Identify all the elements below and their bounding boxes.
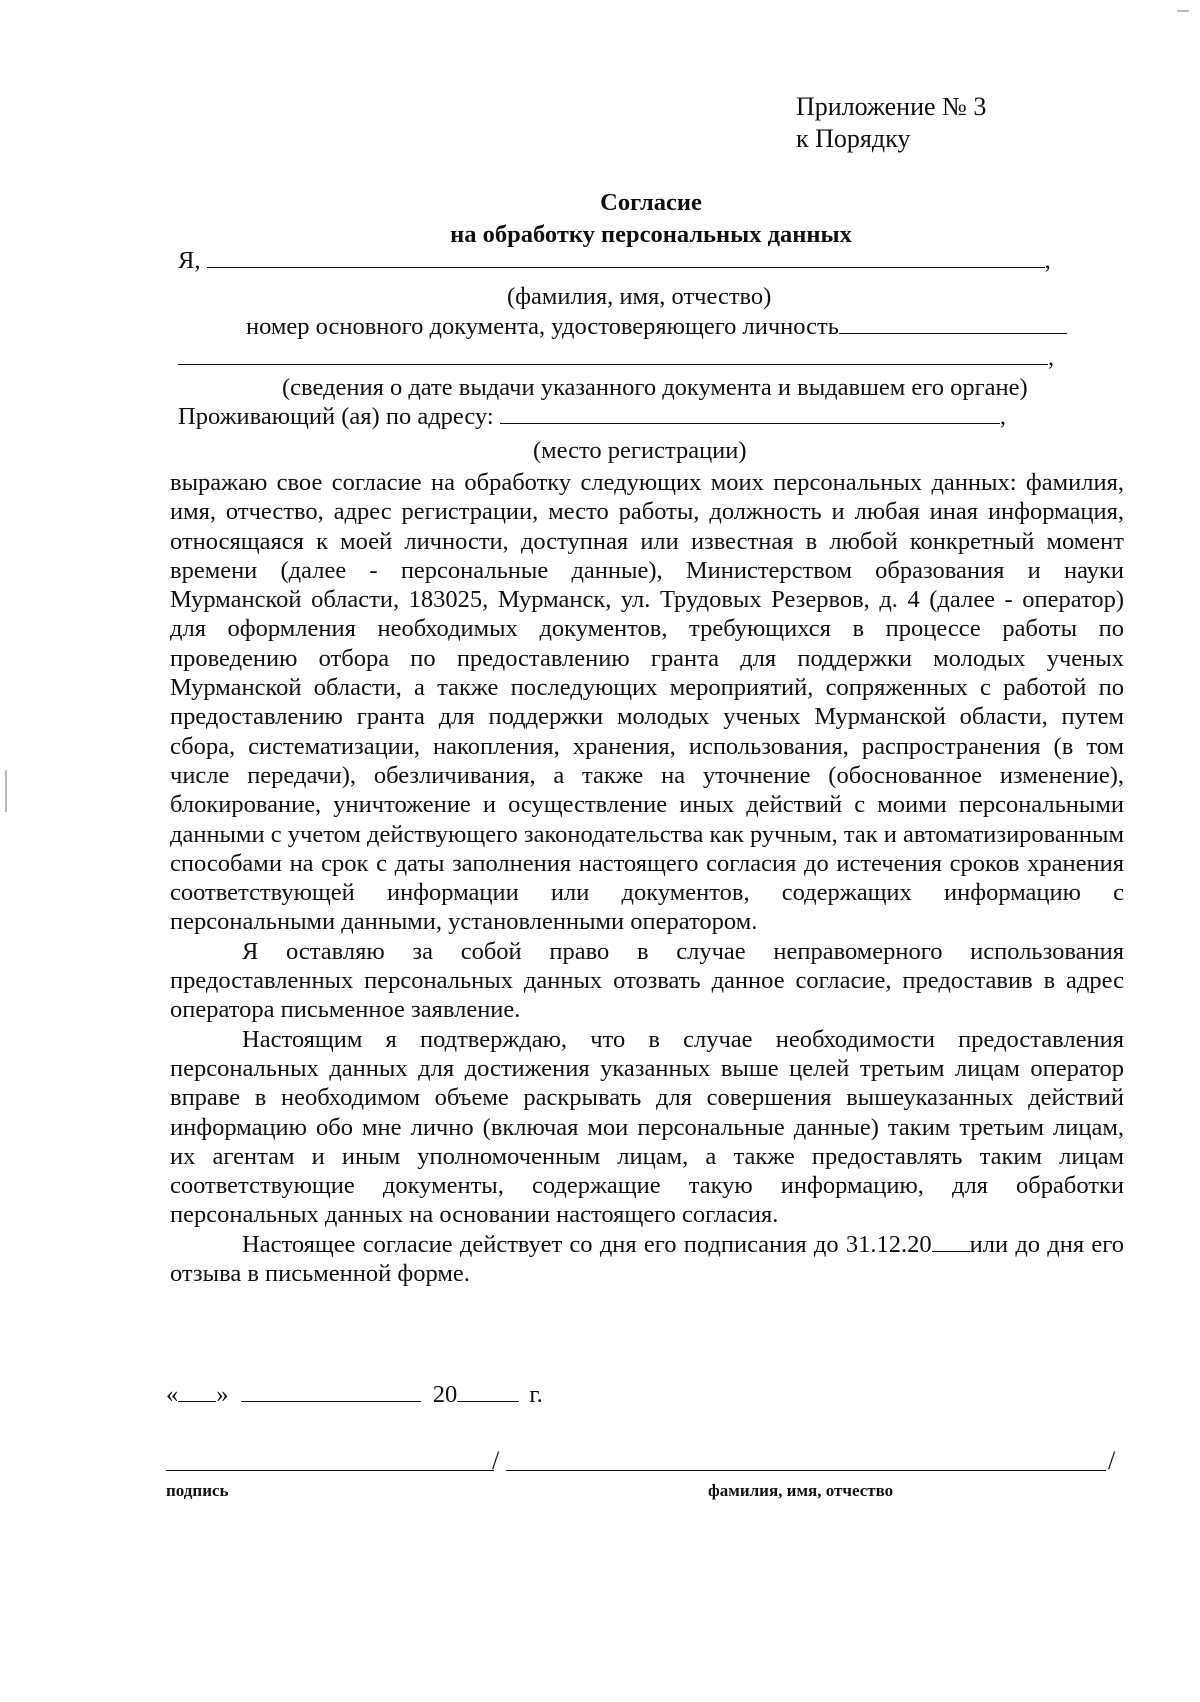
year-field[interactable] [932, 1231, 970, 1252]
month-field[interactable] [241, 1381, 421, 1402]
validity-text-end: или до дня его отзыва в письменной форме. [170, 1230, 1124, 1288]
doc-issue-caption: (сведения о дате выдачи указанного документа и выдавшем его органе) [282, 374, 1028, 401]
fio-signature-line[interactable] [506, 1470, 1106, 1471]
date-line [166, 1380, 543, 1409]
date-year-field[interactable] [457, 1381, 519, 1402]
comma: , [1044, 247, 1051, 274]
doc-issue-field[interactable] [178, 344, 1048, 365]
signature-slash: / [492, 1446, 500, 1475]
address-field[interactable] [500, 403, 1000, 424]
year-prefix: 20 [432, 1381, 458, 1408]
scan-artifact-mark [5, 770, 7, 812]
consent-paragraph-2: Я оставляю за собой право в случае неправомерного использования предоставленных персональных данных отозвать данное согласие, предоставив в адрес оператора письменное заявление. [170, 937, 1124, 1024]
name-line [178, 246, 1051, 275]
signature-caption: подпись [166, 1481, 229, 1500]
scan-artifact-mark [1177, 10, 1189, 12]
fio-caption: (фамилия, имя, отчество) [507, 283, 772, 310]
comma: , [999, 403, 1006, 430]
close-quote: » [216, 1381, 229, 1408]
year-suffix: г. [529, 1381, 543, 1408]
doc-number-line [246, 312, 1067, 341]
fio-slash: / [1108, 1446, 1116, 1475]
address-line [178, 402, 1006, 431]
doc-number-label: номер основного документа, удостоверяющего личность [246, 313, 839, 340]
to-order-label: к Порядку [796, 124, 911, 153]
consent-paragraph-3: Настоящим я подтверждаю, что в случае необходимости предоставления персональных данных для достижения указанных выше целей третьим лицам оператор вправе в необходимом объеме раскрывать для совершения вышеуказанных действий информацию обо мне лично (включая мои персональные данные) таким третьим лицам, их агентам и иным уполномоченным лицам, а также предоставлять таким лицам соответствующие документы, содержащие такую информацию, для обработки персональных данных на основании настоящего согласия. [170, 1025, 1124, 1229]
appendix-label: Приложение № 3 [796, 92, 987, 121]
fio-signature-caption: фамилия, имя, отчество [708, 1481, 894, 1500]
consent-paragraph-4 [170, 1230, 1124, 1289]
comma: , [1048, 344, 1055, 371]
doc-issue-line [178, 343, 1054, 372]
doc-number-field[interactable] [839, 313, 1067, 334]
validity-text-start: Настоящее согласие действует со дня его подписания до 31.12.20 [242, 1230, 932, 1258]
consent-paragraph-1: выражаю свое согласие на обработку следующих моих персональных данных: фамилия, имя, отчество, адрес регистрации, место работы, должность и любая иная информация, относящаяся к моей личности, доступная или известная в любой конкретный момент времени (далее - персональные данные), Министерством образования и науки Мурманской области, 183025, Мурманск, ул. Трудовых Резервов, д. 4 (далее - оператор) для оформления необходимых документов, требующихся в процессе работы по проведению отбора по предоставлению гранта для поддержки молодых ученых Мурманской области, а также последующих мероприятий, сопряженных с работой по предоставлению гранта для поддержки молодых ученых Мурманской области, путем сбора, систематизации, накопления, хранения, использования, распространения (в том числе передачи), обезличивания, а также на уточнение (обоснованное изменение), блокирование, уничтожение и осуществление иных действий с моими персональными данными с учетом действующего законодательства как ручным, так и автоматизированным способами на срок с даты заполнения настоящего согласия до истечения сроков хранения соответствующей информации или документов, содержащих информацию с персональными данными, установленными оператором. [170, 469, 1124, 936]
fio-field[interactable] [207, 247, 1045, 268]
address-label: Проживающий (ая) по адресу: [178, 403, 494, 430]
day-field[interactable] [178, 1381, 216, 1402]
consent-body [170, 468, 1124, 1288]
signature-line[interactable] [166, 1470, 494, 1471]
open-quote: « [166, 1381, 179, 1408]
document-subtitle: на обработку персональных данных [450, 221, 852, 248]
i-label: Я, [178, 247, 201, 274]
registration-caption: (место регистрации) [533, 437, 747, 464]
document-title: Согласие [600, 189, 702, 216]
